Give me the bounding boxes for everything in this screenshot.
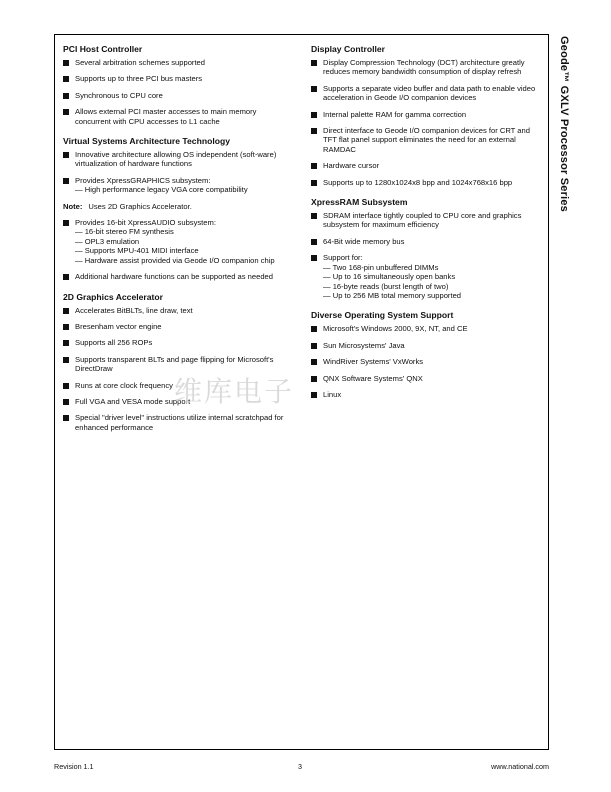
sub-item: — 16-byte reads (burst length of two) bbox=[323, 281, 449, 291]
list-item: Hardware cursor bbox=[311, 161, 543, 170]
list-item: SDRAM interface tightly coupled to CPU core and graphics subsystem for maximum efficiency bbox=[311, 211, 543, 230]
section-title: Virtual Systems Architecture Technology bbox=[63, 136, 230, 147]
list-item bbox=[63, 218, 293, 265]
list-item: Several arbitration schemes supported bbox=[63, 58, 293, 67]
vsa-section bbox=[63, 136, 293, 281]
list-item: Linux bbox=[311, 390, 543, 399]
note-text: Uses 2D Graphics Accelerator. bbox=[88, 201, 192, 211]
section-title: XpressRAM Subsystem bbox=[311, 197, 408, 208]
list-item: Microsoft's Windows 2000, 9X, NT, and CE bbox=[311, 324, 543, 333]
display-section bbox=[311, 44, 543, 187]
list-item: Full VGA and VESA mode support bbox=[63, 397, 293, 406]
sub-item: — Supports MPU-401 MIDI interface bbox=[75, 246, 199, 256]
list-item: Display Compression Technology (DCT) architecture greatly reduces memory bandwidth consumption of display refresh bbox=[311, 58, 543, 77]
list-item: Internal palette RAM for gamma correction bbox=[311, 110, 543, 119]
xram-section bbox=[311, 197, 543, 300]
list-item: Direct interface to Geode I/O companion devices for CRT and TFT flat panel support eliminates the need for an external RAMDAC bbox=[311, 126, 543, 154]
list-item: Supports all 256 ROPs bbox=[63, 338, 293, 347]
list-item: Sun Microsystems' Java bbox=[311, 341, 543, 350]
sub-item: — High performance legacy VGA core compatibility bbox=[75, 185, 248, 195]
footer-url[interactable]: www.national.com bbox=[491, 762, 549, 771]
section-title: 2D Graphics Accelerator bbox=[63, 291, 163, 302]
right-column bbox=[311, 44, 543, 409]
list-item: Special "driver level" instructions utilize internal scratchpad for enhanced performance bbox=[63, 413, 293, 432]
section-title: Display Controller bbox=[311, 44, 386, 54]
section-title: Diverse Operating System Support bbox=[311, 310, 454, 321]
sub-item: — Two 168-pin unbuffered DIMMs bbox=[323, 262, 439, 272]
item-text: Provides XpressGRAPHICS subsystem: bbox=[75, 175, 211, 185]
list-item: Bresenham vector engine bbox=[63, 322, 293, 331]
list-item: Supports a separate video buffer and data path to enable video acceleration in Geode I/O companion devices bbox=[311, 84, 543, 103]
content-frame bbox=[54, 34, 549, 750]
pci-section bbox=[63, 44, 293, 126]
item-text: Support for: bbox=[323, 253, 363, 263]
list-item: Supports up to three PCI bus masters bbox=[63, 74, 293, 83]
list-item bbox=[63, 176, 293, 195]
os-section bbox=[311, 310, 543, 399]
list-item: Supports up to 1280x1024x8 bpp and 1024x768x16 bpp bbox=[311, 178, 543, 187]
side-title bbox=[556, 36, 570, 296]
list-item: Additional hardware functions can be supported as needed bbox=[63, 272, 293, 281]
list-item: WindRiver Systems' VxWorks bbox=[311, 357, 543, 366]
list-item: Innovative architecture allowing OS independent (soft-ware) virtualization of hardware functions bbox=[63, 150, 293, 169]
list-item: Allows external PCI master accesses to main memory concurrent with CPU accesses to L1 cache bbox=[63, 107, 293, 126]
watermark: 维库电子 bbox=[174, 375, 295, 408]
list-item: Supports transparent BLTs and page flipping for Microsoft's DirectDraw bbox=[63, 355, 293, 374]
list-item: QNX Software Systems' QNX bbox=[311, 374, 543, 383]
sub-item: — Up to 256 MB total memory supported bbox=[323, 290, 462, 300]
sub-item: — 16-bit stereo FM synthesis bbox=[75, 227, 174, 237]
list-item bbox=[311, 253, 543, 300]
list-item: Synchronous to CPU core bbox=[63, 91, 293, 100]
side-title-text: Geode™ GXLV Processor Series bbox=[558, 36, 570, 212]
section-title: PCI Host Controller bbox=[63, 44, 143, 54]
sub-item: — OPL3 emulation bbox=[75, 236, 140, 246]
sub-item: — Up to 16 simultaneously open banks bbox=[323, 272, 456, 282]
note bbox=[63, 202, 293, 211]
list-item: Accelerates BitBLTs, line draw, text bbox=[63, 306, 293, 315]
footer-page-number: 3 bbox=[298, 762, 302, 771]
list-item: 64-Bit wide memory bus bbox=[311, 237, 543, 246]
note-label: Note: bbox=[63, 201, 83, 211]
sub-item: — Hardware assist provided via Geode I/O companion chip bbox=[75, 255, 275, 265]
list-item: Runs at core clock frequency bbox=[63, 381, 293, 390]
item-text: Provides 16-bit XpressAUDIO subsystem: bbox=[75, 218, 216, 228]
g2d-section bbox=[63, 292, 293, 433]
footer-revision: Revision 1.1 bbox=[54, 762, 94, 771]
